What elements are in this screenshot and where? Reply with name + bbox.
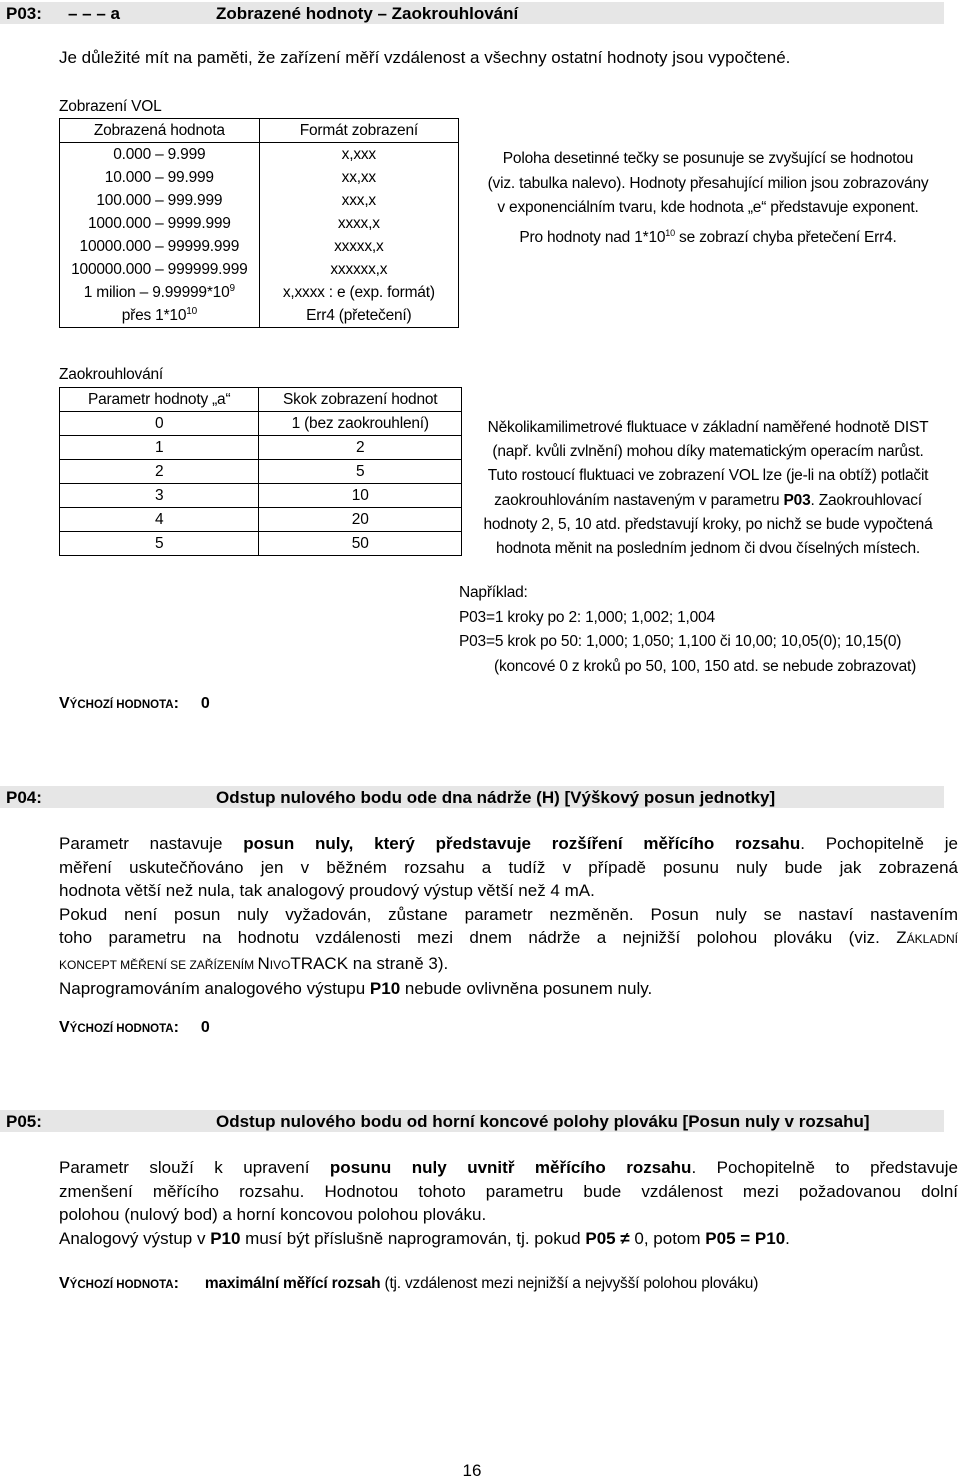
vol-cell: xxx,x (259, 189, 458, 212)
table-row (60, 304, 459, 328)
round-note-line (456, 489, 960, 513)
p03-title: Zobrazené hodnoty – Zaokrouhlování (216, 4, 519, 23)
round-cell: 10 (259, 484, 462, 508)
vol-cell: 100.000 – 999.999 (60, 189, 260, 212)
round-cell: 4 (60, 508, 259, 532)
default-label: V (59, 695, 70, 712)
vol-header-value: Zobrazená hodnota (60, 119, 260, 143)
p04-line: Pokud není posun nuly vyžadován, zůstane parametr nezměněn. Posun nuly se nastaví nastavením (59, 904, 958, 924)
page-number: 16 (462, 1461, 482, 1480)
vol-cell: xxxxxx,x (259, 258, 458, 281)
vol-cell: Err4 (přetečení) (259, 304, 458, 328)
round-table (59, 387, 462, 556)
p04-smallcaps: IVO (269, 957, 291, 972)
round-cell: 5 (259, 460, 462, 484)
default-value: 0 (200, 695, 210, 712)
vol-table (59, 118, 459, 328)
p04-text: toho parametru na hodnotu vzdálenosti mezi dnem nádrže a nejnižší polohou plováku (viz. (59, 928, 897, 947)
p04-text: . Pochopitelně je (800, 834, 958, 853)
table-row (60, 281, 459, 304)
table-row (60, 508, 462, 532)
default-value-note: (tj. vzdálenost mezi nejnižší a nejvyšší polohou plováku) (380, 1275, 759, 1292)
p04-bold: P10 (369, 979, 401, 998)
p05-text: . (785, 1228, 790, 1248)
round-cell: 1 (60, 436, 259, 460)
table-row (60, 412, 462, 436)
table-row (60, 258, 459, 281)
vol-exp-base: 1 milion – 9.99999*10 (83, 284, 230, 302)
p04-line (59, 952, 958, 978)
p03-header-bar (0, 2, 944, 24)
vol-note-line: (viz. tabulka nalevo). Hodnoty přesahující milion jsou zobrazovány (487, 174, 929, 192)
default-label: : (173, 695, 179, 712)
vol-table-header (60, 119, 459, 143)
p05-line: zmenšení měřícího rozsahu. Hodnotou tohoto parametru bude vzdálenost mezi požadovanou dolní (59, 1181, 958, 1201)
vol-over-base: přes 1*10 (121, 307, 187, 325)
p05-text: musí být příslušně naprogramován, tj. pokud (240, 1228, 586, 1248)
round-note-text: . Zaokrouhlovací (810, 491, 922, 509)
vol-cell: x,xxx (259, 143, 458, 167)
table-row (60, 143, 459, 167)
p05-title: Odstup nulového bodu od horní koncové polohy plováku [Posun nuly v rozsahu] (216, 1112, 870, 1131)
p04-text: N (257, 953, 270, 973)
table-row (60, 189, 459, 212)
vol-note (456, 147, 960, 250)
p05-bold: P05 ≠ (585, 1228, 630, 1248)
default-label: V (59, 1019, 70, 1036)
p05-text: 0, potom (629, 1228, 706, 1248)
vol-cell: 1000.000 – 9999.999 (60, 212, 260, 235)
p05-default (59, 1275, 758, 1293)
p04-text: nebude ovlivněna posunem nuly. (400, 979, 653, 998)
p05-line: polohou (nulový bod) a horní koncovou polohou plováku. (59, 1205, 487, 1224)
round-heading: Zaokrouhlování (59, 366, 164, 383)
default-label: ÝCHOZÍ HODNOTA (69, 1023, 174, 1035)
table-row (60, 436, 462, 460)
vol-exp-sup: 9 (229, 282, 235, 294)
p03-default (59, 695, 210, 713)
round-cell: 2 (259, 436, 462, 460)
p04-title: Odstup nulového bodu ode dna nádrže (H) [Výškový posun jednotky] (216, 788, 776, 807)
round-table-header (60, 388, 462, 412)
p04-smallcaps: ÁKLADNÍ (906, 932, 958, 946)
default-label: ÝCHOZÍ HODNOTA (69, 1279, 174, 1291)
p04-line (59, 832, 958, 856)
table-row (60, 532, 462, 556)
vol-cell: 10.000 – 99.999 (60, 166, 260, 189)
example-line: P03=5 krok po 50: 1,000; 1,050; 1,100 či 10,00; 10,05(0); 10,15(0) (459, 633, 902, 650)
round-note-line: Tuto rostoucí fluktuaci ve zobrazení VOL lze (je-li na obtíž) potlačit (487, 467, 929, 485)
default-label: : (173, 1275, 179, 1292)
round-note (456, 416, 960, 561)
round-cell: 50 (259, 532, 462, 556)
vol-cell: xx,xx (259, 166, 458, 189)
p03-intro: Je důležité mít na paměti, že zařízení měří vzdálenost a všechny ostatní hodnoty jsou vypočtené. (59, 48, 791, 67)
vol-note-text: se zobrazí chyba přetečení Err4. (674, 228, 897, 246)
vol-note-sup: 10 (665, 227, 675, 238)
round-cell: 20 (259, 508, 462, 532)
round-cell: 1 (bez zaokrouhlení) (259, 412, 462, 436)
vol-cell: 10000.000 – 99999.999 (60, 235, 260, 258)
vol-note-line: Poloha desetinné tečky se posunuje se zvyšující se hodnotou (502, 150, 914, 167)
table-row (60, 212, 459, 235)
p05-bold: posunu nuly uvnitř měřícího rozsahu (329, 1158, 692, 1177)
p05-bold: P10 (210, 1228, 241, 1248)
round-cell: 3 (60, 484, 259, 508)
vol-note-line: v exponenciálním tvaru, kde hodnota „e“ představuje exponent. (497, 199, 919, 216)
p05-code: P05: (6, 1112, 42, 1131)
table-row (60, 460, 462, 484)
table-row (60, 235, 459, 258)
example-block (459, 581, 916, 679)
vol-cell: xxxxx,x (259, 235, 458, 258)
vol-note-text: Pro hodnoty nad 1*10 (519, 228, 666, 246)
example-line: (koncové 0 z kroků po 50, 100, 150 atd. se nebude zobrazovat) (494, 657, 917, 675)
p04-bold: posun nuly, který představuje rozšíření měřícího rozsahu (243, 834, 801, 853)
p04-line: měření uskutečňováno jen v běžném rozsahu a tudíž v případě posunu nuly bude jak zobrazená (59, 857, 958, 877)
p04-line (59, 977, 958, 1001)
p04-default (59, 1019, 210, 1037)
p04-code: P04: (6, 788, 42, 807)
round-note-text: zaokrouhlováním nastaveným v parametru (494, 491, 784, 509)
vol-header-format: Formát zobrazení (259, 119, 458, 143)
round-note-line: hodnota měnit na posledním jednom či dvou číselných místech. (496, 540, 920, 558)
round-header-param: Parametr hodnoty „a“ (60, 388, 259, 412)
p04-smallcaps: KONCEPT MĚŘENÍ SE ZAŘÍZENÍM (59, 957, 258, 972)
vol-cell (60, 281, 260, 304)
p03-dashes: – – – a (68, 4, 120, 23)
p04-text: Naprogramováním analogového výstupu (59, 979, 370, 998)
p04-line (59, 926, 958, 952)
example-heading: Například: (459, 584, 528, 601)
default-label: V (59, 1275, 70, 1292)
p04-header-bar (0, 786, 944, 808)
round-cell: 0 (60, 412, 259, 436)
p04-text: Z (896, 928, 907, 947)
vol-cell: xxxx,x (259, 212, 458, 235)
round-note-line: Několikamilimetrové fluktuace v základní naměřené hodnotě DIST (487, 419, 929, 436)
vol-note-line (456, 221, 960, 251)
default-label: ÝCHOZÍ HODNOTA (69, 699, 174, 711)
round-cell: 2 (60, 460, 259, 484)
round-note-bold: P03 (783, 491, 811, 509)
p05-bold: P05 = P10 (705, 1228, 786, 1248)
p04-text: TRACK (290, 953, 349, 973)
default-value: maximální měřící rozsah (204, 1275, 381, 1292)
p03-code: P03: (6, 4, 42, 23)
p05-text: Analogový výstup v (59, 1228, 211, 1248)
vol-cell: 100000.000 – 999999.999 (60, 258, 260, 281)
p05-line (59, 1227, 958, 1251)
p05-line (59, 1156, 958, 1180)
p04-text: na straně 3). (348, 953, 449, 973)
vol-heading: Zobrazení VOL (59, 98, 162, 115)
default-label: : (173, 1019, 179, 1036)
example-line: P03=1 kroky po 2: 1,000; 1,002; 1,004 (459, 608, 715, 626)
table-row (60, 166, 459, 189)
vol-over-sup: 10 (186, 305, 197, 317)
p04-body (59, 832, 958, 1001)
p05-body (59, 1156, 958, 1250)
p05-text: Parametr slouží k upravení (59, 1158, 330, 1177)
default-value: 0 (200, 1019, 210, 1036)
vol-cell (60, 304, 260, 328)
p05-header-bar (0, 1110, 944, 1132)
p04-line: hodnota větší než nula, tak analogový proudový výstup větší než 4 mA. (59, 881, 595, 900)
table-row (60, 484, 462, 508)
round-cell: 5 (60, 532, 259, 556)
round-note-line: hodnoty 2, 5, 10 atd. představují kroky, po nichž se bude vypočtená (483, 515, 933, 533)
vol-cell: x,xxxx : e (exp. formát) (259, 281, 458, 304)
vol-cell: 0.000 – 9.999 (60, 143, 260, 167)
p04-text: Parametr nastavuje (59, 834, 244, 853)
round-note-line: (např. kvůli zvlnění) mohou díky matematickým operacím narůst. (492, 443, 924, 461)
round-header-step: Skok zobrazení hodnot (259, 388, 462, 412)
p05-text: . Pochopitelně to představuje (691, 1158, 958, 1177)
